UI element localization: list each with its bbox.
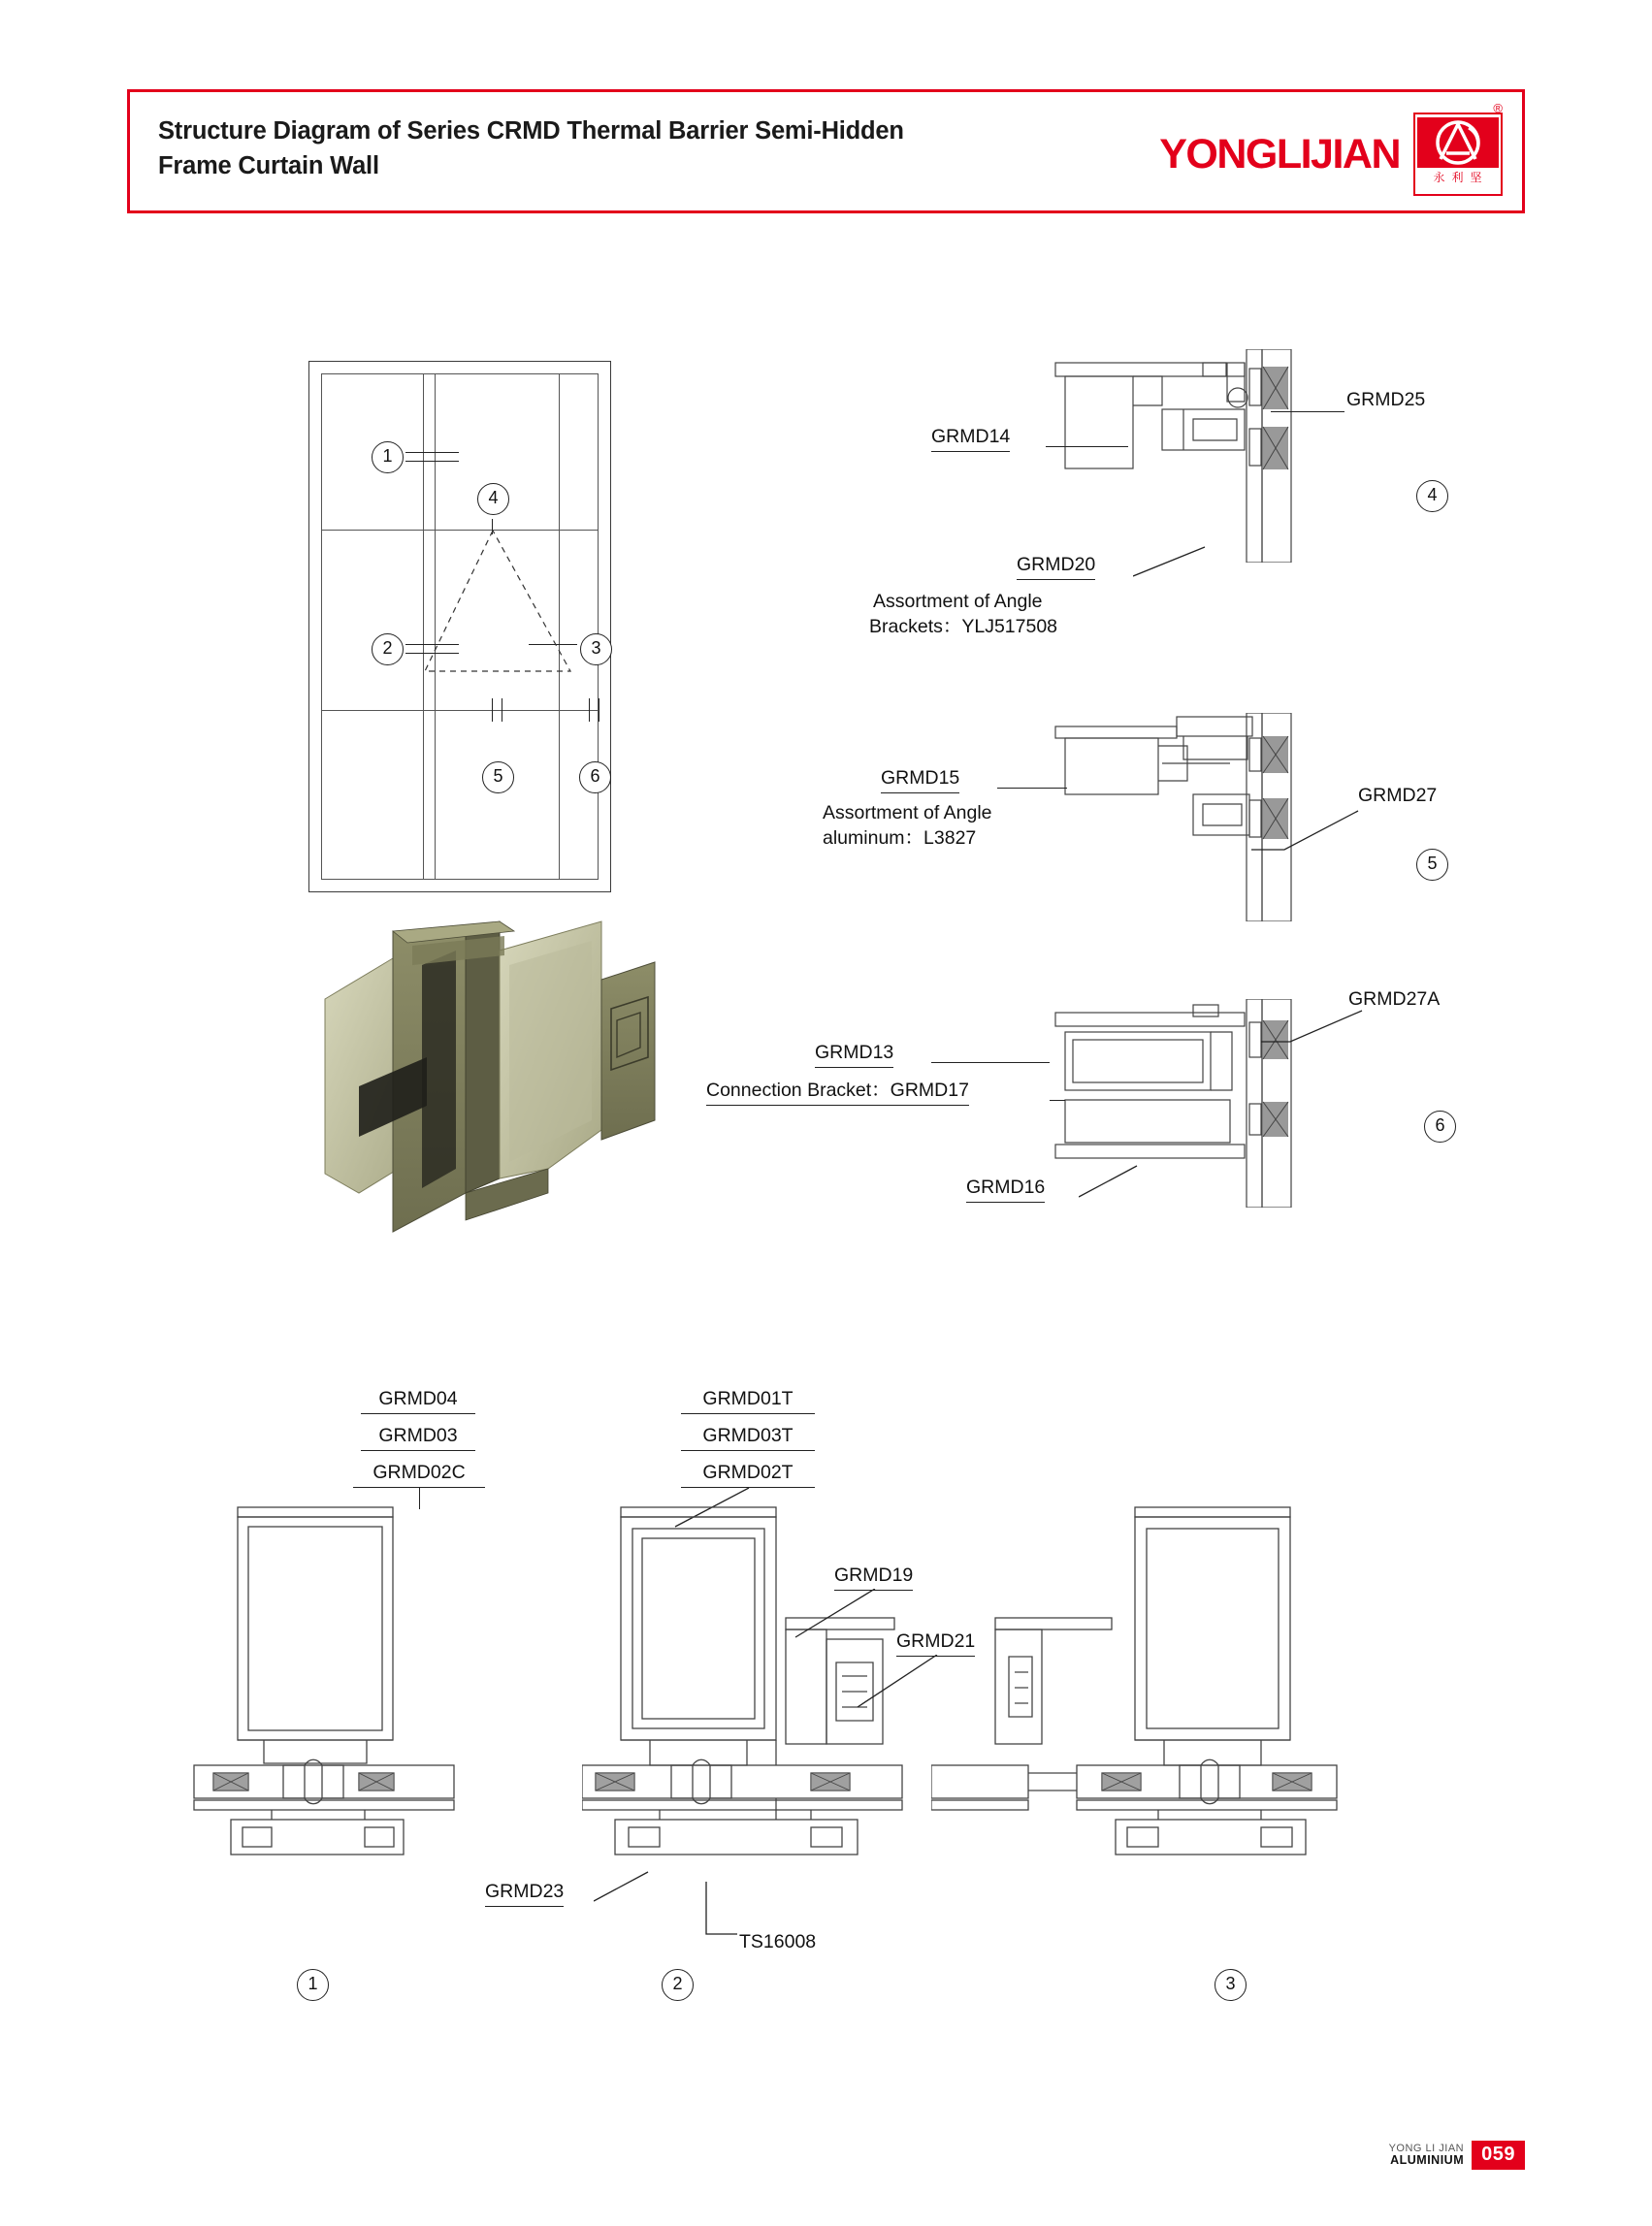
leader-grmd17 xyxy=(1050,1100,1065,1101)
detail-4-section xyxy=(1048,349,1397,563)
leader-grmd25 xyxy=(1271,411,1344,412)
footer-brand-line2: ALUMINIUM xyxy=(1390,2153,1465,2168)
elevation-marker-2: 2 xyxy=(372,633,404,665)
label-grmd19: GRMD19 xyxy=(834,1564,913,1591)
label-angle-brackets-line2: Brackets：YLJ517508 xyxy=(869,616,1058,637)
leader-grmd20 xyxy=(1133,543,1211,590)
detail-marker-6: 6 xyxy=(1424,1111,1456,1143)
leader-grmd21 xyxy=(836,1655,943,1713)
label-grmd04: GRMD04 xyxy=(361,1387,475,1414)
elevation-marker-4: 4 xyxy=(477,483,509,515)
label-grmd02c: GRMD02C xyxy=(353,1461,485,1488)
label-ts16008: TS16008 xyxy=(739,1931,817,1952)
elevation-dashed-guide xyxy=(308,361,629,904)
isometric-assembly-render xyxy=(320,912,703,1261)
label-grmd01t: GRMD01T xyxy=(681,1387,815,1414)
leader-grmd27 xyxy=(1251,807,1368,857)
brand-chinese-name: 永利坚 xyxy=(1433,171,1489,184)
page-header xyxy=(127,89,1525,213)
leader-grmd27a xyxy=(1261,1009,1368,1049)
leader-grmd19 xyxy=(776,1589,883,1643)
elevation-marker-3: 3 xyxy=(580,633,612,665)
elevation-marker-5: 5 xyxy=(482,761,514,793)
page-number: 059 xyxy=(1472,2141,1525,2170)
page-footer xyxy=(1389,2141,1525,2170)
brand-lockup xyxy=(1159,101,1503,199)
leader-grmd15 xyxy=(997,788,1067,789)
leader-grmd13 xyxy=(931,1062,1050,1063)
label-grmd25: GRMD25 xyxy=(1346,389,1426,410)
leader-ts16008 xyxy=(702,1882,751,1944)
label-connection-bracket: Connection Bracket：GRMD17 xyxy=(706,1079,969,1106)
leader-grmd14 xyxy=(1046,446,1128,447)
label-grmd02t: GRMD02T xyxy=(681,1461,815,1488)
detail-4-profile-drawing xyxy=(1048,349,1397,563)
label-grmd03t: GRMD03T xyxy=(681,1424,815,1451)
detail-1-profile-drawing xyxy=(175,1492,485,1909)
label-grmd27a: GRMD27A xyxy=(1348,988,1441,1010)
label-grmd23: GRMD23 xyxy=(485,1880,564,1907)
bottom-marker-2: 2 xyxy=(662,1969,694,2001)
bottom-marker-1: 1 xyxy=(297,1969,329,2001)
detail-3-profile-drawing xyxy=(931,1492,1339,1919)
detail-marker-5: 5 xyxy=(1416,849,1448,881)
label-grmd14: GRMD14 xyxy=(931,425,1010,452)
label-grmd21: GRMD21 xyxy=(896,1629,975,1657)
footer-brand-line1: YONG LI JIAN xyxy=(1388,2143,1465,2155)
label-angle-brackets-line1: Assortment of Angle xyxy=(873,591,1043,612)
brand-wordmark: YONGLIJIAN xyxy=(1159,130,1400,177)
registered-trademark-icon: ® xyxy=(1493,101,1503,115)
bottom-marker-3: 3 xyxy=(1215,1969,1247,2001)
leader-grmd16 xyxy=(1079,1164,1156,1209)
leader-grmd23 xyxy=(594,1870,671,1915)
label-grmd15: GRMD15 xyxy=(881,766,959,793)
detail-marker-4: 4 xyxy=(1416,480,1448,512)
brand-logo-icon xyxy=(1413,101,1503,196)
label-angle-aluminum-line2: aluminum：L3827 xyxy=(823,827,977,849)
label-grmd13: GRMD13 xyxy=(815,1041,893,1068)
elevation-marker-1: 1 xyxy=(372,441,404,473)
label-grmd03: GRMD03 xyxy=(361,1424,475,1451)
label-grmd27: GRMD27 xyxy=(1358,785,1438,806)
elevation-marker-6: 6 xyxy=(579,761,611,793)
logo-glyph-icon xyxy=(1413,114,1503,171)
label-grmd16: GRMD16 xyxy=(966,1176,1045,1203)
page-title: Structure Diagram of Series CRMD Thermal Barrier Semi-Hidden Frame Curtain Wall xyxy=(158,117,904,180)
label-grmd20: GRMD20 xyxy=(1017,553,1095,580)
label-angle-aluminum-line1: Assortment of Angle xyxy=(823,802,992,823)
